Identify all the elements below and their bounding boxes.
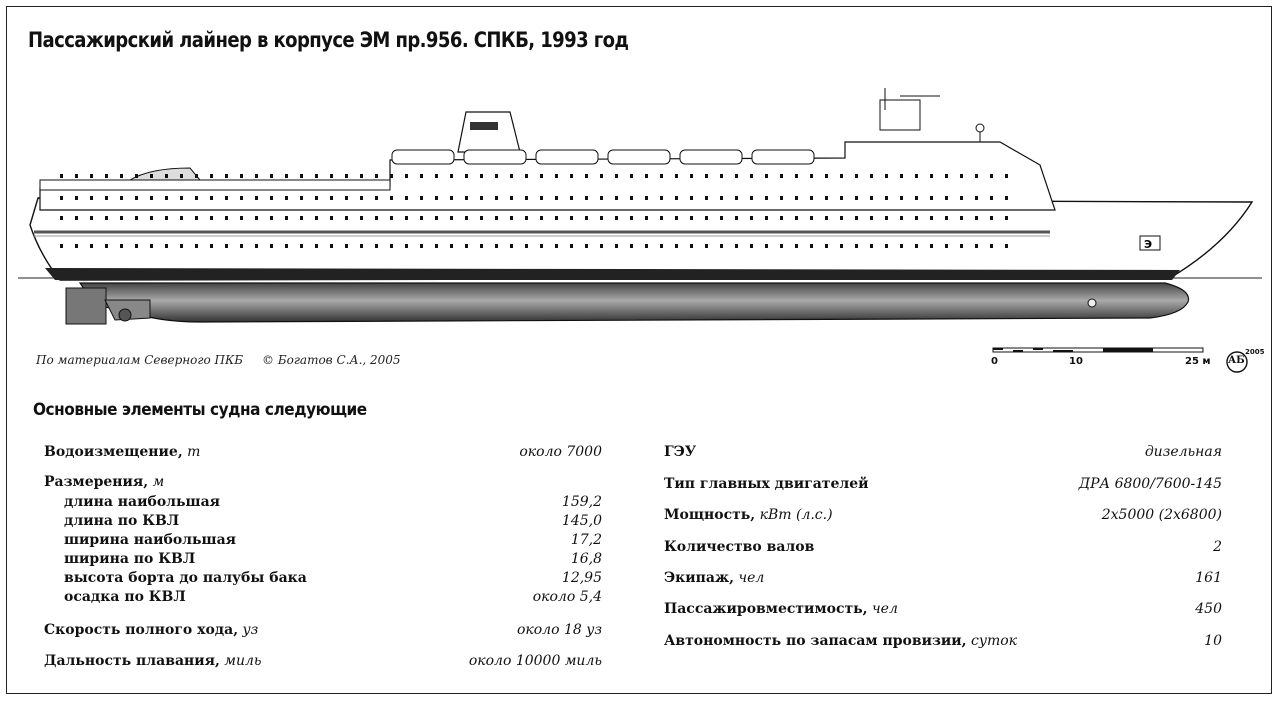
dim-value: 12,95 bbox=[561, 570, 602, 586]
dim-row bbox=[64, 570, 307, 586]
spec-label: ГЭУ bbox=[664, 444, 697, 460]
spec-row bbox=[664, 539, 814, 555]
ship-profile-drawing bbox=[0, 80, 1280, 340]
speed-label: Скорость полного хода, bbox=[44, 622, 239, 638]
spec-unit: суток bbox=[970, 633, 1018, 649]
dim-value: 17,2 bbox=[570, 532, 602, 548]
dim-label: ширина наибольшая bbox=[64, 532, 237, 548]
dim-value: 159,2 bbox=[561, 494, 602, 510]
spec-value: 450 bbox=[1195, 601, 1222, 617]
dim-label: длина по КВЛ bbox=[64, 513, 180, 529]
scale-bar bbox=[990, 340, 1230, 374]
spec-row bbox=[664, 444, 696, 460]
dim-row bbox=[64, 589, 186, 605]
spec-row bbox=[664, 633, 1017, 649]
scale-label-25: 25 м bbox=[1185, 356, 1211, 367]
spec-row bbox=[664, 476, 869, 492]
copyright-credit: © Богатов С.А., 2005 bbox=[262, 353, 401, 367]
logo-year: 2005 bbox=[1245, 348, 1265, 356]
dim-row bbox=[64, 551, 195, 567]
spec-value: 2х5000 (2х6800) bbox=[1101, 507, 1222, 523]
spec-value: 2 bbox=[1213, 539, 1222, 555]
dim-row bbox=[64, 494, 220, 510]
dimensions-label: Размерения, bbox=[44, 474, 149, 490]
dim-value: 145,0 bbox=[561, 513, 602, 529]
spec-label: Пассажировместимость, bbox=[664, 601, 868, 617]
dim-label: ширина по КВЛ bbox=[64, 551, 196, 567]
displacement-row bbox=[44, 444, 200, 460]
dimensions-unit: м bbox=[152, 474, 165, 490]
logo-mark: АБ bbox=[1228, 355, 1245, 366]
spec-label: Тип главных двигателей bbox=[664, 476, 869, 492]
spec-label: Количество валов bbox=[664, 539, 815, 555]
spec-unit: чел bbox=[871, 601, 898, 617]
dim-value: 16,8 bbox=[570, 551, 602, 567]
range-row bbox=[44, 653, 262, 669]
displacement-value: около 7000 bbox=[519, 444, 602, 460]
spec-row bbox=[664, 570, 764, 586]
dimensions-row bbox=[44, 474, 164, 490]
section-title: Основные элементы судна следующие bbox=[33, 400, 367, 420]
spec-value: дизельная bbox=[1144, 444, 1222, 460]
spec-unit: чел bbox=[738, 570, 765, 586]
range-label: Дальность плавания, bbox=[44, 653, 220, 669]
speed-unit: уз bbox=[242, 622, 259, 638]
displacement-unit: т bbox=[187, 444, 201, 460]
source-credit: По материалам Северного ПКБ bbox=[36, 353, 244, 367]
dim-value: около 5,4 bbox=[532, 589, 602, 605]
spec-label: Экипаж, bbox=[664, 570, 734, 586]
range-value: около 10000 миль bbox=[468, 653, 602, 669]
dim-row bbox=[64, 513, 179, 529]
scale-label-10: 10 bbox=[1069, 356, 1083, 367]
author-logo bbox=[1225, 345, 1265, 379]
page-title: Пассажирский лайнер в корпусе ЭМ пр.956. СПКБ, 1993 год bbox=[28, 28, 629, 52]
spec-label: Мощность, bbox=[664, 507, 756, 523]
spec-value: ДРА 6800/7600-145 bbox=[1078, 476, 1222, 492]
dim-label: длина наибольшая bbox=[64, 494, 220, 510]
svg-text:Э: Э bbox=[1144, 238, 1153, 251]
speed-row bbox=[44, 622, 258, 638]
spec-value: 10 bbox=[1204, 633, 1222, 649]
spec-label: Автономность по запасам провизии, bbox=[664, 633, 967, 649]
range-unit: миль bbox=[224, 653, 262, 669]
dim-label: осадка по КВЛ bbox=[64, 589, 186, 605]
spec-row bbox=[664, 507, 833, 523]
spec-value: 161 bbox=[1195, 570, 1222, 586]
spec-unit: кВт (л.с.) bbox=[759, 507, 833, 523]
dim-row bbox=[64, 532, 236, 548]
speed-value: около 18 уз bbox=[516, 622, 602, 638]
dim-label: высота борта до палубы бака bbox=[64, 570, 307, 586]
scale-label-0: 0 bbox=[991, 356, 998, 367]
spec-row bbox=[664, 601, 898, 617]
displacement-label: Водоизмещение, bbox=[44, 444, 183, 460]
